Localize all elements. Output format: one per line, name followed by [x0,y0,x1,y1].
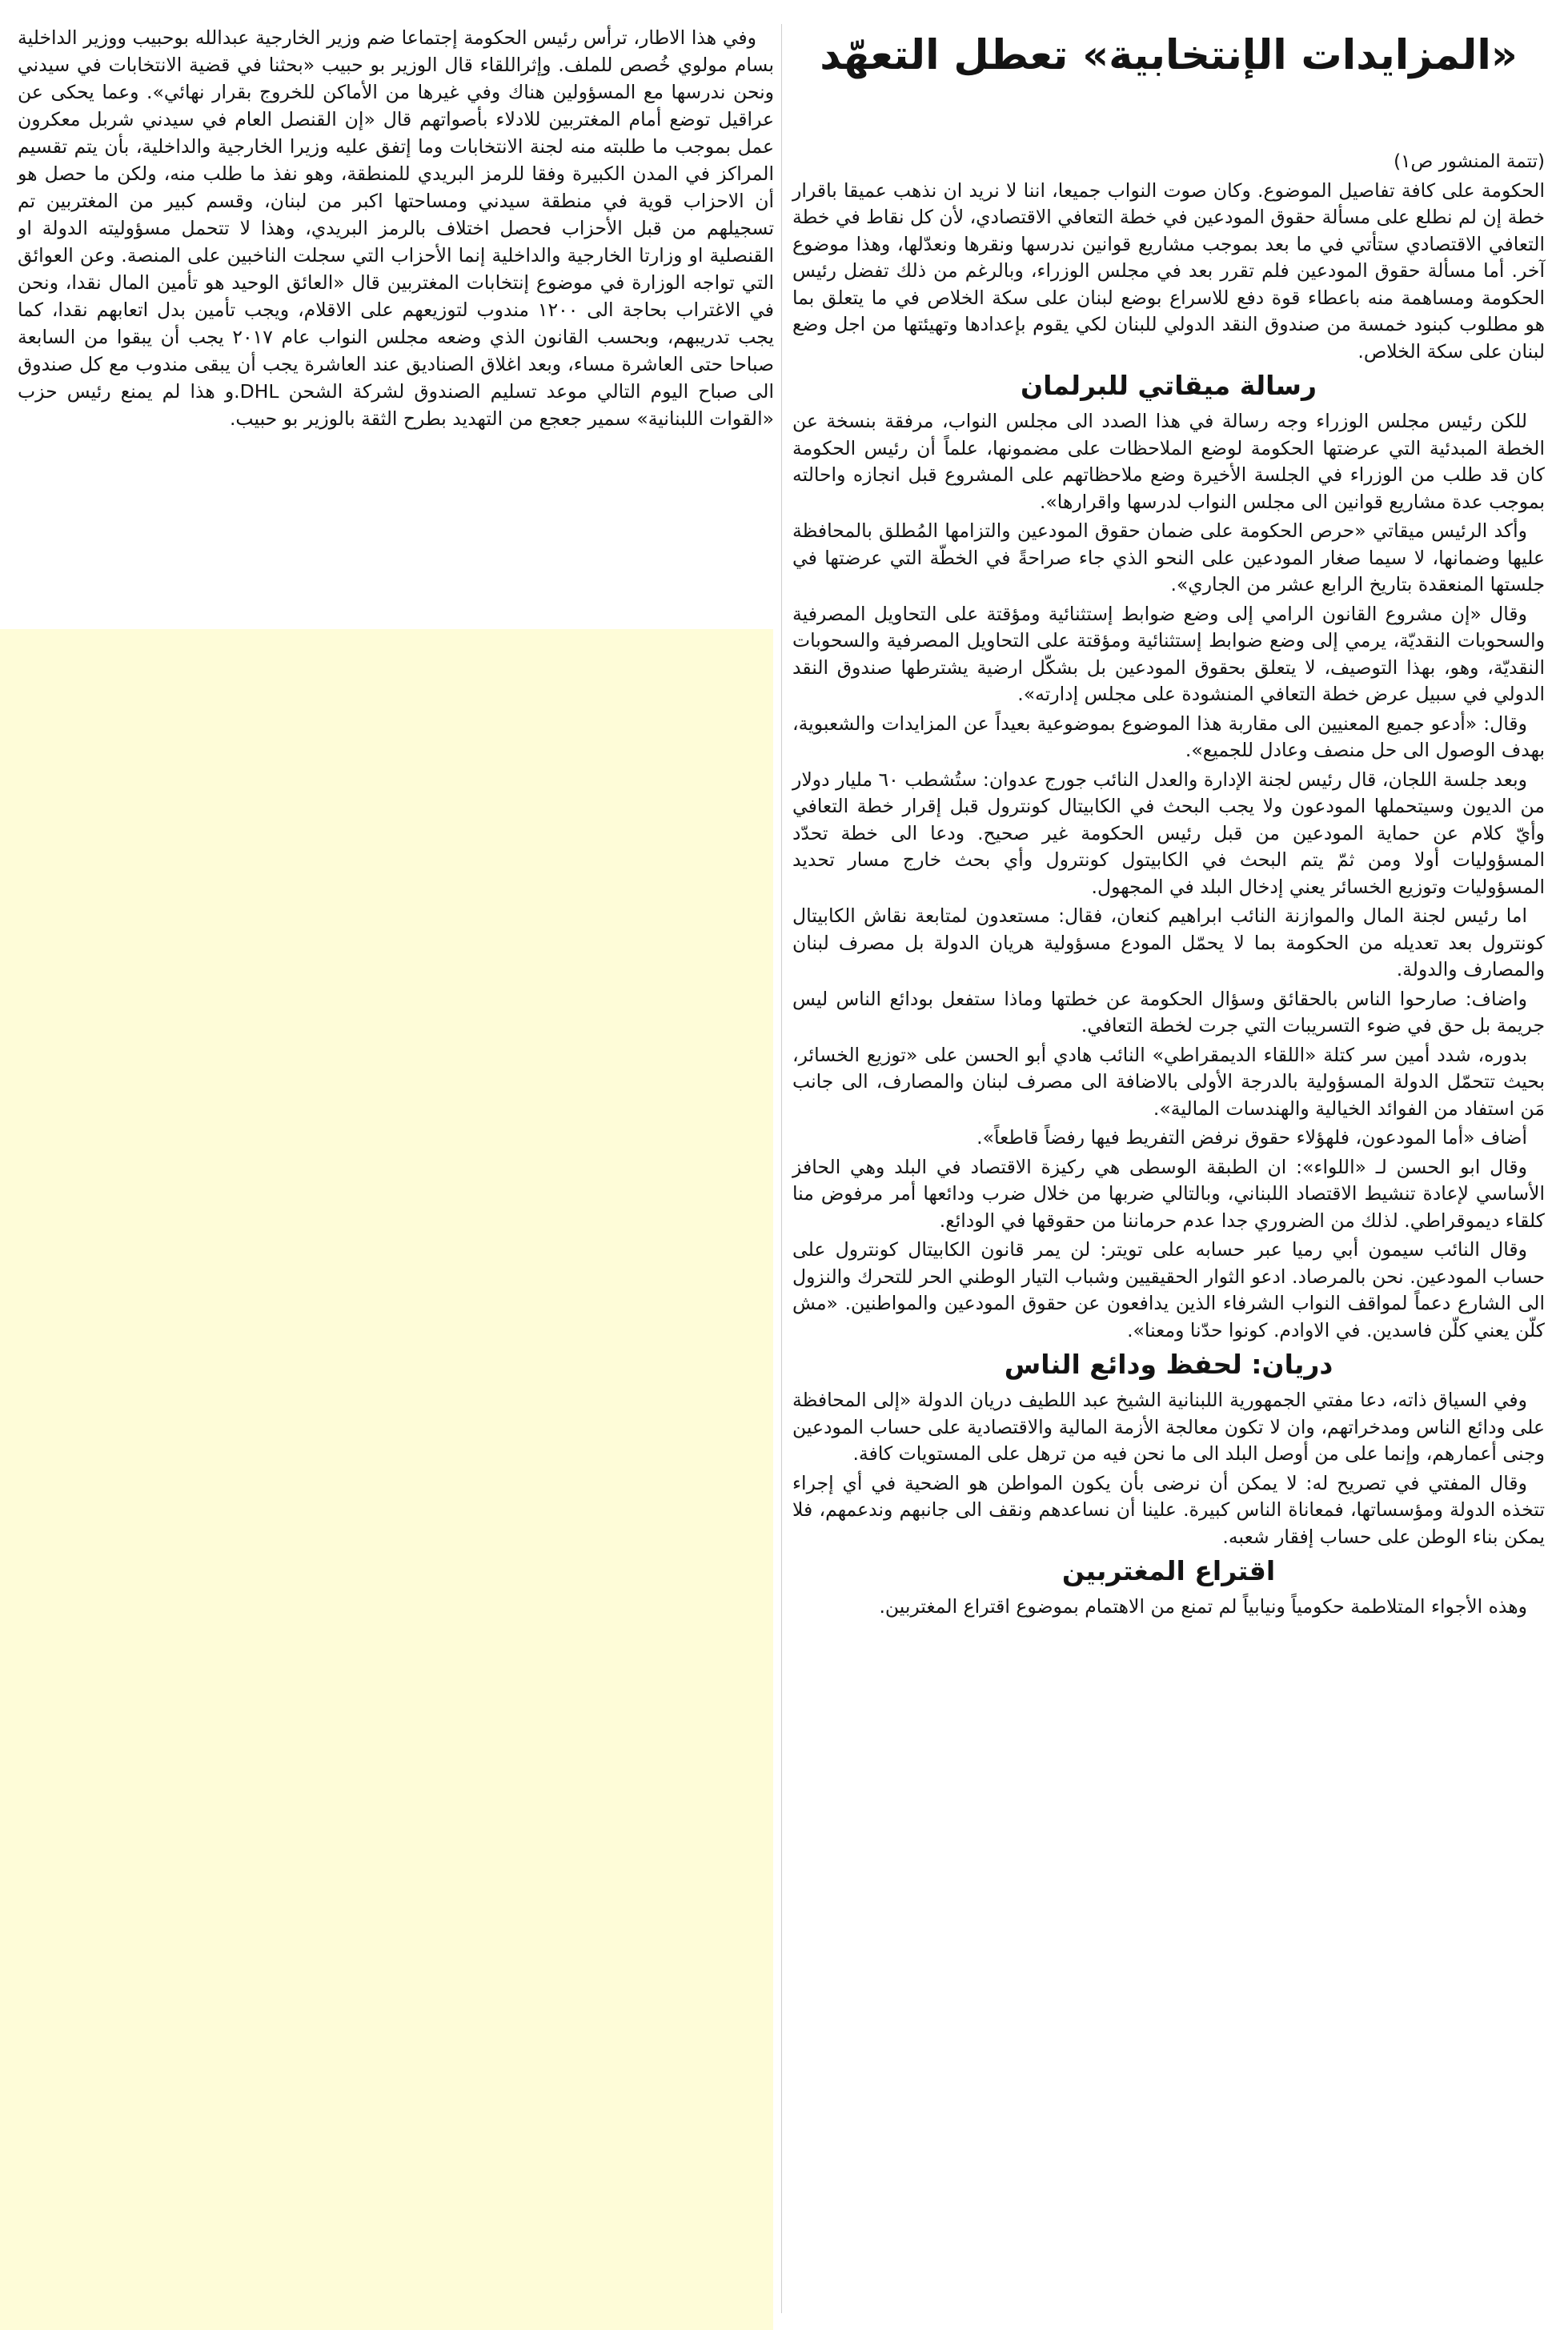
article-paragraph: وقال «إن مشروع القانون الرامي إلى وضع ضوابط إستثنائية ومؤقتة على التحاويل المصرفية والسحوبات النقديّة، يرمي إلى وضع ضوابط إستثنائية ومؤقتة على التحاويل المصرفية والسحوبات النقديّة، وهو، بهذا التوصيف، لا يتعلق بحقوق المودعين بل بشكّل ارضية يشترطها صندوق النقد الدولي في سبيل عرض خطة التعافي المنشودة على مجلس إدارته». [792,602,1545,705]
section-heading-derian: دريان: لحفظ ودائع الناس [1004,1349,1333,1380]
article-paragraph: وهذه الأجواء المتلاطمة حكومياً ونيابياً لم تمنع من الاهتمام بموضوع اقتراع المغتربين. [879,1595,1527,1618]
blank-yellow-area [0,629,773,2330]
article-paragraph: بدوره، شدد أمين سر كتلة «اللقاء الديمقراطي» النائب هادي أبو الحسن على «توزيع الخسائر، بحيث تتحمّل الدولة المسؤولية بالدرجة الأولى بالاضافة الى مصرف لبنان والمصارف، الى جانب مَن استفاد من الفوائد الخيالية والهندسات المالية». [792,1043,1545,1120]
article-paragraph: وقال ابو الحسن لـ «اللواء»: ان الطبقة الوسطى هي ركيزة الاقتصاد في البلد وهي الحافز الأساسي لإعادة تنشيط الاقتصاد اللبناني، وبالتالي ضربها من خلال ضرب ودائعها أمر مرفوض منا كلقاء ديموقراطي. لذلك من الضروري جدا عدم حرماننا من حقوقها في الودائع. [792,1155,1545,1232]
article-paragraph: وفي السياق ذاته، دعا مفتي الجمهورية اللبنانية الشيخ عبد اللطيف دريان الدولة «إلى المحافظة على ودائع الناس ومدخراتهم، وان لا تكون معالجة الأزمة المالية والاقتصادية على حساب المودعين وجنى أعمارهم، وإنما على من أوصل البلد الى ما نحن فيه من ترهل على المستويات كافة. [792,1389,1545,1465]
intro-paragraph: الحكومة على كافة تفاصيل الموضوع. وكان صوت النواب جميعا، اننا لا نريد ان نذهب عميقا باقرار خطة إن لم نطلع على مسألة حقوق المودعين في خطة التعافي الاقتصادي، لأن كل نقاط في خطة التعافي الاقتصادي ستأتي في ما بعد بموجب مشاريع قوانين ندرسها ونقرها ونعدّلها، وهذا موضوع آخر. أما مسألة حقوق المودعين فلم تقرر بعد في مجلس الوزراء، وبالرغم من ذلك تفضل رئيس الحكومة ومساهمة منه باعطاء قوة دفع للاسراع بوضع لبنان على سكة الخلاص في ما يتعلق بما هو مطلوب كبنود خمسة من صندوق النقد الدولي للبنان لكي يقوم بإعدادها وتهيئتها من اجل وضع لبنان على سكة الخلاص. [792,178,1545,363]
article-paragraph: وقال: «أدعو جميع المعنيين الى مقاربة هذا الموضوع بموضوعية بعيداً عن المزايدات والشعبوية، بهدف الوصول الى حل منصف وعادل للجميع». [792,712,1545,761]
article-paragraph: وبعد جلسة اللجان، قال رئيس لجنة الإدارة والعدل النائب جورج عدوان: ستُشطب ٦٠ مليار دولار من الديون وسيتحملها المودعون ولا يجب البحث في الكابيتال كونترول قبل إقرار خطة التعافي وأيّ كلام عن حماية المودعين من قبل رئيس الحكومة غير صحيح. ودعا الى خطة تحدّد المسؤوليات أولا ومن ثمّ يتم البحث في الكابيتول كونترول وأي بحث خارج مسار تحديد المسؤوليات وتوزيع الخسائر يعني إدخال البلد في المجهول. [792,768,1545,898]
article-paragraph: اما رئيس لجنة المال والموازنة النائب ابراهيم كنعان، فقال: مستعدون لمتابعة نقاش الكابيتال كونترول بعد تعديله من الحكومة بما لا يحمّل المودع مسؤولية هريان الدولة بل مصرف لبنان والمصارف والدولة. [792,904,1545,981]
article-paragraph: واضاف: صارحوا الناس بالحقائق وسؤال الحكومة عن خطتها وماذا ستفعل بودائع الناس ليس جريمة بل حق في ضوء التسريبات التي جرت لخطة التعافي. [792,987,1545,1037]
article-paragraph: وأكد الرئيس ميقاتي «حرص الحكومة على ضمان حقوق المودعين والتزامها المُطلق بالمحافظة عليها وضمانها، لا سيما صغار المودعين على النحو الذي جاء صراحةً في الخطّة التي عرضتها في جلستها المنعقدة بتاريخ الرابع عشر من الجاري». [792,519,1545,596]
section-heading-mikati-letter: رسالة ميقاتي للبرلمان [1021,370,1317,401]
column-divider [781,24,782,2313]
main-article-column [792,24,1545,1623]
article-paragraph: للكن رئيس مجلس الوزراء وجه رسالة في هذا الصدد الى مجلس النواب، مرفقة بنسخة عن الخطة المبدئية التي عرضتها الحكومة لوضع الملاحظات على مضمونها، علماً أن رئيس الحكومة كان قد طلب من الوزراء في الجلسة الأخيرة وضع ملاحظاتهم على المشروع قبل انجازه واحالته بموجب عدة مشاريع قوانين الى مجلس النواب لدرسها واقرارها». [792,410,1545,513]
article-paragraph: أضاف «أما المودعون، فلهؤلاء حقوق نرفض التفريط فيها رفضاً قاطعاً». [976,1126,1527,1149]
article-paragraph: وقال النائب سيمون أبي رميا عبر حسابه على تويتر: لن يمر قانون الكابيتال كونترول على حساب المودعين. نحن بالمرصاد. ادعو الثوار الحقيقيين وشباب التيار الوطني الحر للتحرك والنزول الى الشارع دعماً لمواقف النواب الشرفاء الذين يدافعون عن حقوق المودعين والمواطنين. «مش كلّن يعني كلّن فاسدين. في الاوادم. كونوا حدّنا ومعنا». [792,1238,1545,1341]
continuation-column [18,24,774,432]
article-headline: «المزايدات الإنتخابية» تعطل التعهّد [820,32,1518,79]
continuation-note: (تتمة المنشور ص١) [1394,151,1545,172]
article-paragraph: وقال المفتي في تصريح له: لا يمكن أن نرضى بأن يكون المواطن هو الضحية في أي إجراء تتخذه الدولة ومؤسساتها، فمعاناة الناس كبيرة. علينا أن نساعدهم ونقف الى جانبهم وندعمهم، فلا يمكن بناء الوطن على حساب إفقار شعبه. [792,1471,1545,1548]
continuation-paragraph: وفي هذا الاطار، ترأس رئيس الحكومة إجتماعا ضم وزير الخارجية عبدالله بوحبيب ووزير الداخلية بسام مولوي خُصص للملف. وإثراللقاء قال الوزير بو حبيب «بحثنا في قضية الانتخابات في سيدني ونحن ندرسها مع المسؤولين هناك وفي غيرها من الأماكن للخروج بقرار نهائي». وعما يحكى عن عراقيل توضع أمام المغتربين للادلاء بأصواتهم قال «إن القنصل العام في سيدني شربل معكرون عمل بموجب ما طلبته منه لجنة الانتخابات وما إتفق عليه وزيرا الخارجية والداخلية، بأن يتم تقسيم المراكز في المدن الكبيرة وفقا للرمز البريدي للمنطقة، وهو نفذ ما طلب منه، ولكن ما حصل هو أن الاحزاب قوية في منطقة سيدني ومساحتها اكبر من لبنان، وقسم كبير من المغتربين تم تسجيلهم من قبل الأحزاب فحصل اختلاف بالرمز البريدي، وهذا لا تتحمل مسؤوليته الدولة او القنصلية او وزارتا الخارجية والداخلية إنما الأحزاب التي سجلت الناخبين على المنصة. وعن العوائق التي تواجه الوزارة في موضوع إنتخابات المغتربين قال «العائق الوحيد هو تأمين المال نقدا، ونحن في الاغتراب بحاجة الى ١٢٠٠ مندوب لتوزيعهم على الاقلام، ويجب تأمين بدل اتعابهم نقدا، كما يجب تدريبهم، وبحسب القانون الذي وضعه مجلس النواب عام ٢٠١٧ يجب أن يبقوا من السابعة صباحا حتى العاشرة مساء، وبعد اغلاق الصناديق عند العاشرة يجب أن يبقى مندوب مع كل صندوق الى صباح اليوم التالي موعد تسليم الصندوق لشركة الشحن DHL.و هذا لم يمنع رئيس حزب «القوات اللبنانية» سمير جعجع من التهديد بطرح الثقة بالوزير بو حبيب. [18,26,774,430]
section-heading-expat-voting: اقتراع المغتربين [1061,1555,1276,1586]
